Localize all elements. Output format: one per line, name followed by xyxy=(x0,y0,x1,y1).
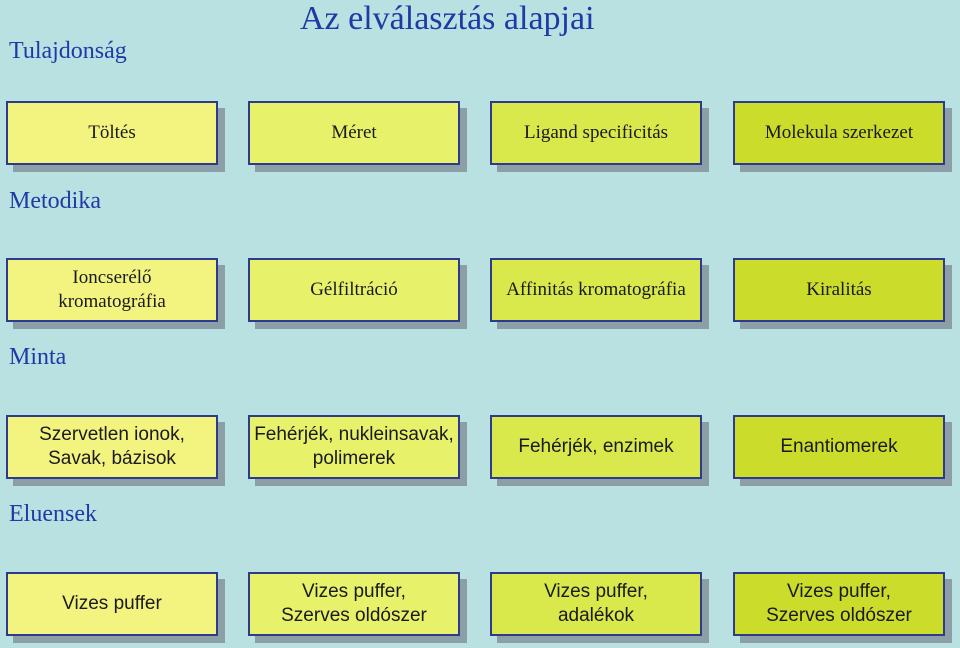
sample-label-proteins-enzymes: Fehérjék, enzimek xyxy=(518,436,674,458)
eluent-label-buffer-additives: Vizes puffer, adalékok xyxy=(544,581,648,626)
eluent-box-aqueous-buffer xyxy=(6,572,218,636)
property-label-size: Méret xyxy=(331,122,377,144)
eluent-box-buffer-organic-solvent-2 xyxy=(733,572,945,636)
page-title: Az elválasztás alapjai xyxy=(300,0,595,37)
property-label-charge: Töltés xyxy=(88,122,136,144)
property-box-charge xyxy=(6,101,218,165)
property-box-size xyxy=(248,101,460,165)
section-label-property: Tulajdonság xyxy=(9,38,127,64)
sample-label-enantiomers: Enantiomerek xyxy=(780,436,898,458)
method-box-gel-filtration xyxy=(248,258,460,322)
sample-label-proteins-nucleic-acids: Fehérjék, nukleinsavak, polimerek xyxy=(254,424,454,469)
method-box-affinity xyxy=(490,258,702,322)
method-box-chirality xyxy=(733,258,945,322)
row-property xyxy=(0,101,960,165)
sample-label-inorganic-ions: Szervetlen ionok, Savak, bázisok xyxy=(39,424,185,469)
method-label-ion-exchange: Ioncserélő kromatográfia xyxy=(58,267,166,312)
method-label-gel-filtration: Gélfiltráció xyxy=(310,279,398,301)
method-label-affinity: Affinitás kromatográfia xyxy=(506,279,686,301)
eluent-box-buffer-organic-solvent xyxy=(248,572,460,636)
row-sample xyxy=(0,415,960,479)
section-label-method: Metodika xyxy=(9,188,101,214)
sample-box-enantiomers xyxy=(733,415,945,479)
method-box-ion-exchange xyxy=(6,258,218,322)
eluent-label-buffer-organic-solvent-2: Vizes puffer, Szerves oldószer xyxy=(766,581,912,626)
section-label-eluent: Eluensek xyxy=(9,501,97,527)
property-label-molecular-structure: Molekula szerkezet xyxy=(764,122,914,144)
property-box-molecular-structure xyxy=(733,101,945,165)
row-eluent xyxy=(0,572,960,636)
property-label-ligand-specificity: Ligand specificitás xyxy=(523,122,669,144)
eluent-label-buffer-organic-solvent: Vizes puffer, Szerves oldószer xyxy=(281,581,427,626)
sample-box-proteins-nucleic-acids xyxy=(248,415,460,479)
eluent-label-aqueous-buffer: Vizes puffer xyxy=(62,593,162,615)
row-method xyxy=(0,258,960,322)
sample-box-proteins-enzymes xyxy=(490,415,702,479)
eluent-box-buffer-additives xyxy=(490,572,702,636)
method-label-chirality: Kiralitás xyxy=(806,279,872,301)
sample-box-inorganic-ions xyxy=(6,415,218,479)
section-label-sample: Minta xyxy=(9,344,67,370)
property-box-ligand-specificity xyxy=(490,101,702,165)
